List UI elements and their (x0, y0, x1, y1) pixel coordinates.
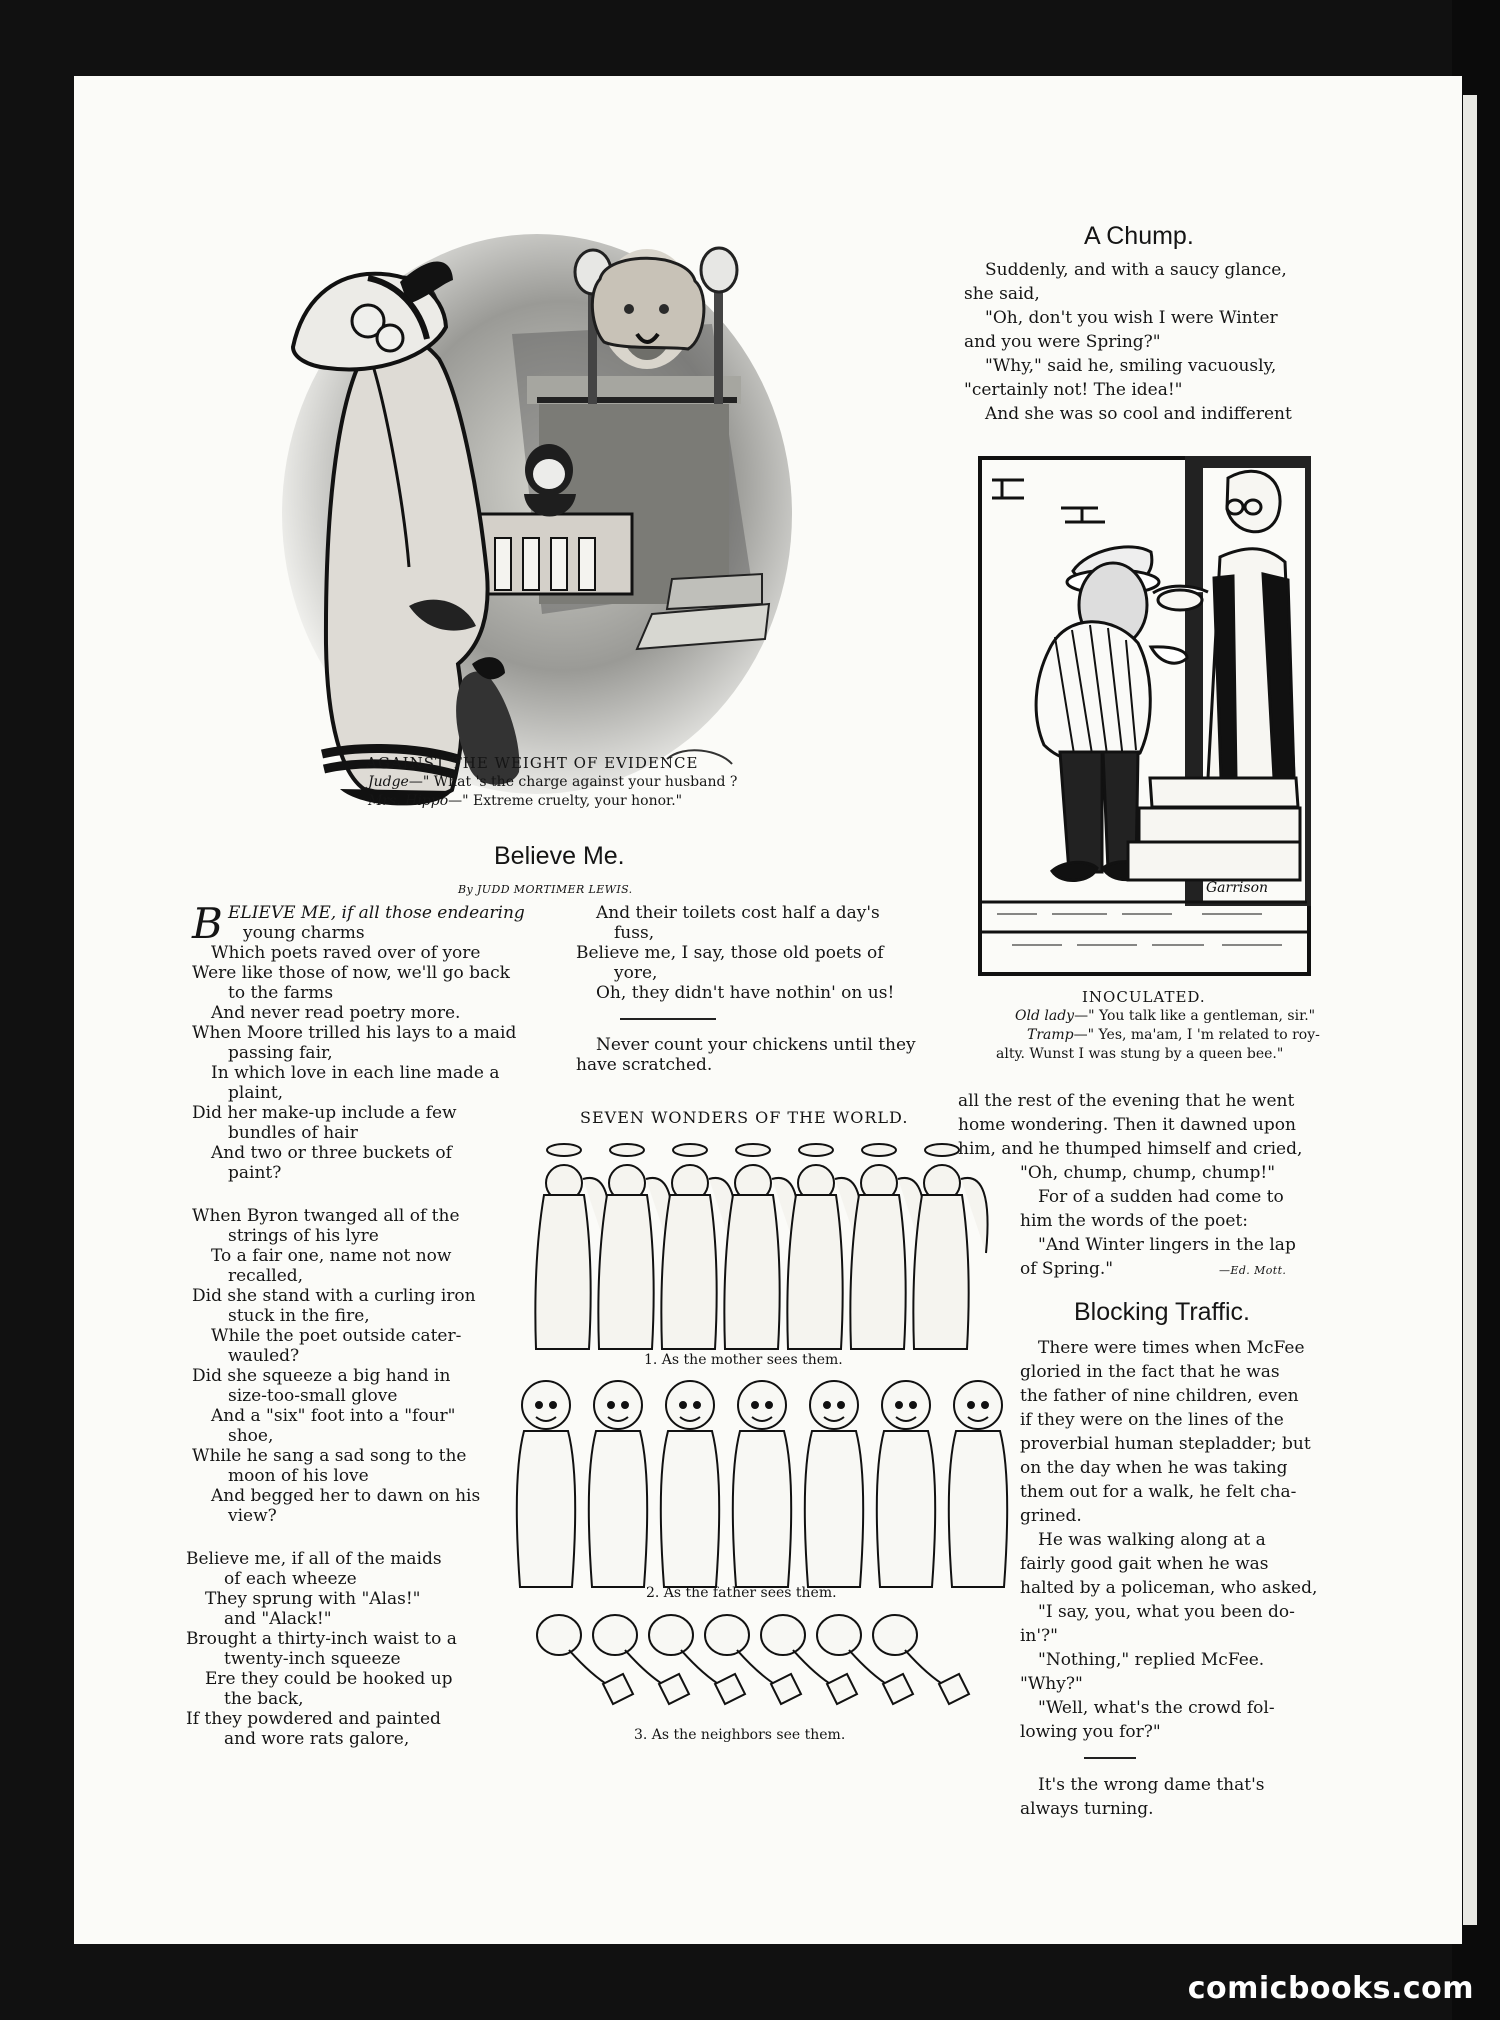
blocking-line: "Nothing," replied McFee. (1038, 1650, 1265, 1670)
poem-line: recalled, (228, 1266, 304, 1286)
poem-line: wauled? (228, 1346, 300, 1366)
poem-line: Oh, they didn't have nothin' on us! (596, 983, 895, 1003)
neighbors-view-illustration (521, 1612, 991, 1712)
chump-line: And she was so cool and indifferent (985, 404, 1292, 424)
poem-line: fuss, (614, 923, 655, 943)
left-cartoon-title: AGAINST THE WEIGHT OF EVIDENCE (366, 754, 699, 772)
blocking-line: He was walking along at a (1038, 1530, 1266, 1550)
poem-line: While the poet outside cater- (211, 1326, 462, 1346)
poem-line: view? (228, 1506, 277, 1526)
poem-line: paint? (228, 1163, 282, 1183)
father-caption: 2. As the father sees them. (646, 1585, 837, 1601)
blocking-line: lowing you for?" (1020, 1722, 1161, 1742)
inoculated-dialog-1 (1015, 1008, 1315, 1024)
inoculated-dialog-3: alty. Wunst I was stung by a queen bee." (996, 1046, 1284, 1062)
poem-line: And a "six" foot into a "four" (211, 1406, 456, 1426)
magazine-page (74, 76, 1462, 1944)
poem-line: of each wheeze (224, 1569, 357, 1589)
inoculated-illustration (978, 456, 1311, 976)
blocking-line: proverbial human stepladder; but (1020, 1434, 1311, 1454)
judge-speaker: Judge (368, 774, 409, 790)
judge-line: —" What 's the charge against your husband ? (408, 774, 738, 790)
wonders-title: SEVEN WONDERS OF THE WORLD. (580, 1108, 909, 1127)
mrs-hippo-speaker: Mrs. Hippo (368, 793, 449, 809)
poem-line: And their toilets cost half a day's (596, 903, 880, 923)
poem-line: If they powdered and painted (186, 1709, 441, 1729)
poem-line: And two or three buckets of (211, 1143, 452, 1163)
poem-line: And begged her to dawn on his (211, 1486, 481, 1506)
facing-page-edge (1463, 95, 1477, 1925)
poem-line: And never read poetry more. (211, 1003, 461, 1023)
poem-line: When Byron twanged all of the (192, 1206, 460, 1226)
chump-line: and you were Spring?" (964, 332, 1161, 352)
poem-line: Which poets raved over of yore (211, 943, 481, 963)
poem-line: young charms (243, 923, 365, 943)
chump-line: she said, (964, 284, 1040, 304)
blocking-line: There were times when McFee (1038, 1338, 1305, 1358)
poem-line: passing fair, (228, 1043, 333, 1063)
chump-signature: —Ed. Mott. (1219, 1264, 1287, 1277)
poem-line: ELIEVE ME, if all those endearing (228, 903, 525, 923)
blocking-line: if they were on the lines of the (1020, 1410, 1284, 1430)
old-lady-speaker: Old lady (1015, 1008, 1075, 1024)
father-view-illustration (510, 1377, 1010, 1594)
poem-byline: By JUDD MORTIMER LEWIS. (458, 883, 633, 896)
poem-line: Brought a thirty-inch waist to a (186, 1629, 457, 1649)
inoculated-title: INOCULATED. (1082, 988, 1206, 1006)
chump-continued-line: home wondering. Then it dawned upon (958, 1115, 1296, 1135)
comicbooks-watermark: comicbooks.com (1187, 1971, 1474, 2006)
mother-caption: 1. As the mother sees them. (644, 1352, 843, 1368)
chump-line: "Oh, don't you wish I were Winter (985, 308, 1278, 328)
chump-continued-line: "And Winter lingers in the lap (1038, 1235, 1296, 1255)
blocking-line: them out for a walk, he felt cha- (1020, 1482, 1297, 1502)
poem-line: and wore rats galore, (224, 1729, 410, 1749)
closing-quip-line: always turning. (1020, 1799, 1154, 1819)
poem-line: Did she squeeze a big hand in (192, 1366, 451, 1386)
poem-drop-cap: B (192, 899, 223, 948)
poem-line: size-too-small glove (228, 1386, 398, 1406)
poem-line: When Moore trilled his lays to a maid (192, 1023, 517, 1043)
chump-line: Suddenly, and with a saucy glance, (985, 260, 1287, 280)
blocking-line: gloried in the fact that he was (1020, 1362, 1280, 1382)
poem-line: Believe me, if all of the maids (186, 1549, 442, 1569)
quip-line-1: Never count your chickens until they (596, 1035, 916, 1055)
blocking-line: halted by a policeman, who asked, (1020, 1578, 1318, 1598)
blocking-line: the father of nine children, even (1020, 1386, 1299, 1406)
poem-line: Ere they could be hooked up (205, 1669, 453, 1689)
poem-line: yore, (614, 963, 658, 983)
poem-line: moon of his love (228, 1466, 369, 1486)
blocking-title: Blocking Traffic. (1074, 1298, 1251, 1326)
poem-line: the back, (224, 1689, 304, 1709)
mother-view-illustration (526, 1141, 996, 1361)
poem-line: Did she stand with a curling iron (192, 1286, 476, 1306)
mrs-hippo-line: —" Extreme cruelty, your honor." (448, 793, 683, 809)
poem-line: In which love in each line made a (211, 1063, 500, 1083)
blocking-line: "Why?" (1020, 1674, 1083, 1694)
chump-continued-line: "Oh, chump, chump, chump!" (1020, 1163, 1276, 1183)
poem-line: shoe, (228, 1426, 274, 1446)
chump-line: "certainly not! The idea!" (964, 380, 1183, 400)
chump-continued-line: him the words of the poet: (1020, 1211, 1248, 1231)
chump-title: A Chump. (1084, 222, 1194, 250)
poem-line: twenty-inch squeeze (224, 1649, 401, 1669)
poem-column-2 (74, 76, 895, 1076)
chump-continued-line: all the rest of the evening that he went (958, 1091, 1295, 1111)
chump-line: "Why," said he, smiling vacuously, (985, 356, 1277, 376)
poem-line: strings of his lyre (228, 1226, 379, 1246)
blocking-line: grined. (1020, 1506, 1082, 1526)
blocking-line: in'?" (1020, 1626, 1058, 1646)
closing-quip-line: It's the wrong dame that's (1038, 1775, 1265, 1795)
poem-line: bundles of hair (228, 1123, 358, 1143)
poem-line: stuck in the fire, (228, 1306, 370, 1326)
blocking-line: fairly good gait when he was (1020, 1554, 1269, 1574)
blocking-line: on the day when he was taking (1020, 1458, 1288, 1478)
tramp-speaker: Tramp (1027, 1027, 1074, 1043)
chump-continued-line: For of a sudden had come to (1038, 1187, 1284, 1207)
quip-line-2: have scratched. (576, 1055, 713, 1075)
chump-continued-line: of Spring." (1020, 1259, 1114, 1279)
poem-line: Were like those of now, we'll go back (192, 963, 510, 983)
section-divider (1084, 1757, 1136, 1759)
old-lady-line: —" You talk like a gentleman, sir." (1074, 1008, 1316, 1024)
poem-line: They sprung with "Alas!" (205, 1589, 421, 1609)
chump-continued-line: him, and he thumped himself and cried, (958, 1139, 1303, 1159)
neighbors-caption: 3. As the neighbors see them. (634, 1727, 846, 1743)
artist-signature: Garrison (1206, 880, 1269, 896)
blocking-line: "Well, what's the crowd fol- (1038, 1698, 1275, 1718)
poem-line: to the farms (228, 983, 334, 1003)
poem-line: To a fair one, name not now (211, 1246, 452, 1266)
poem-line: and "Alack!" (224, 1609, 332, 1629)
tramp-line: —" Yes, ma'am, I 'm related to roy- (1073, 1027, 1320, 1043)
poem-line: plaint, (228, 1083, 284, 1103)
inoculated-dialog-2 (1027, 1027, 1320, 1043)
blocking-line: "I say, you, what you been do- (1038, 1602, 1295, 1622)
poem-line: Believe me, I say, those old poets of (576, 943, 884, 963)
section-divider (620, 1018, 716, 1020)
poem-line: Did her make-up include a few (192, 1103, 457, 1123)
poem-title: Believe Me. (494, 842, 625, 870)
poem-line: While he sang a sad song to the (192, 1446, 467, 1466)
